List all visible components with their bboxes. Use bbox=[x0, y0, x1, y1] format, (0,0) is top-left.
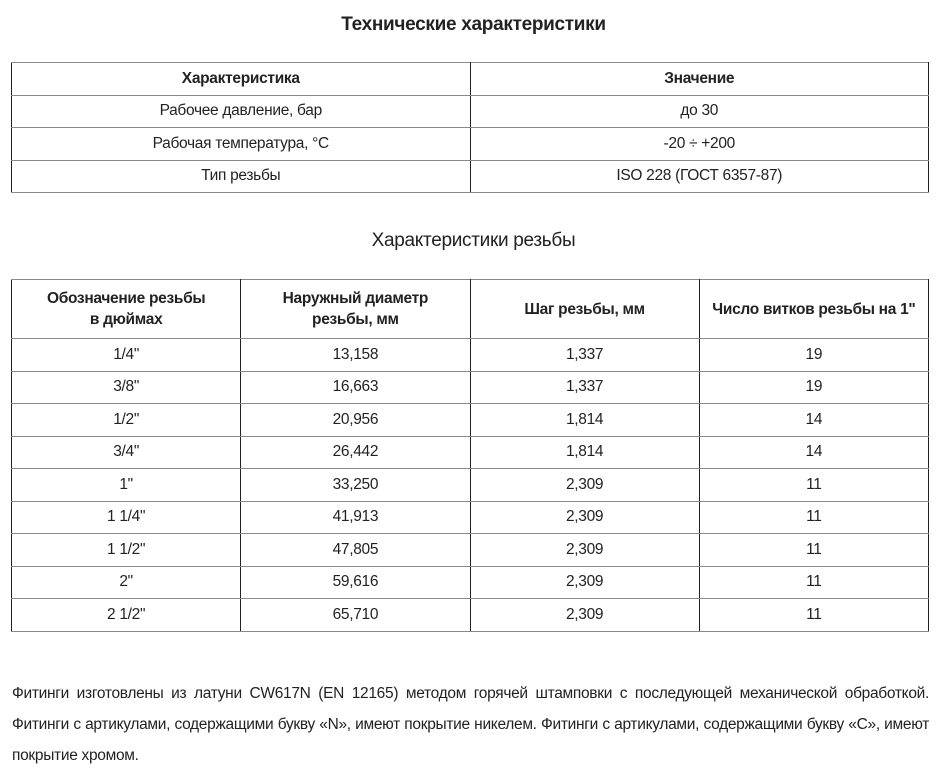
header-line: Наружный диаметр bbox=[282, 290, 429, 307]
cell-outer-diameter: 33,250 bbox=[241, 469, 470, 502]
table-row bbox=[12, 371, 929, 404]
cell-thread-pitch: 2,309 bbox=[470, 566, 699, 599]
column-header-thread-pitch bbox=[470, 280, 699, 339]
cell-characteristic: Рабочая температура, °C bbox=[12, 128, 471, 161]
header-line: Шаг резьбы, мм bbox=[524, 300, 645, 318]
cell-thread-designation: 1/4" bbox=[12, 339, 241, 372]
cell-thread-designation: 1/2" bbox=[12, 404, 241, 437]
header-line: Обозначение резьбы bbox=[46, 290, 206, 307]
column-header-outer-diameter bbox=[241, 280, 470, 339]
cell-thread-pitch: 2,309 bbox=[470, 501, 699, 534]
table-row bbox=[12, 501, 929, 534]
cell-threads-per-inch: 19 bbox=[699, 371, 928, 404]
cell-outer-diameter: 16,663 bbox=[241, 371, 470, 404]
cell-thread-pitch: 2,309 bbox=[470, 469, 699, 502]
page-title: Технические характеристики bbox=[341, 14, 606, 35]
cell-thread-designation: 2" bbox=[12, 566, 241, 599]
column-header-characteristic: Характеристика bbox=[12, 63, 471, 96]
column-header-thread-designation bbox=[12, 280, 241, 339]
cell-outer-diameter: 20,956 bbox=[241, 404, 470, 437]
cell-threads-per-inch: 11 bbox=[699, 501, 928, 534]
cell-value: ISO 228 (ГОСТ 6357-87) bbox=[470, 160, 929, 193]
cell-threads-per-inch: 11 bbox=[699, 599, 928, 632]
table-header-row bbox=[12, 63, 929, 96]
header-line: Число витков резьбы на 1" bbox=[712, 300, 916, 318]
cell-outer-diameter: 26,442 bbox=[241, 436, 470, 469]
cell-thread-designation: 2 1/2" bbox=[12, 599, 241, 632]
cell-thread-pitch: 1,337 bbox=[470, 371, 699, 404]
table-row bbox=[12, 404, 929, 437]
cell-thread-designation: 3/4" bbox=[12, 436, 241, 469]
table-row bbox=[12, 599, 929, 632]
cell-thread-designation: 1" bbox=[12, 469, 241, 502]
cell-outer-diameter: 47,805 bbox=[241, 534, 470, 567]
cell-thread-pitch: 2,309 bbox=[470, 534, 699, 567]
table-row bbox=[12, 128, 929, 161]
cell-outer-diameter: 13,158 bbox=[241, 339, 470, 372]
cell-outer-diameter: 65,710 bbox=[241, 599, 470, 632]
table-row bbox=[12, 469, 929, 502]
column-header-threads-per-inch bbox=[699, 280, 928, 339]
cell-thread-pitch: 2,309 bbox=[470, 599, 699, 632]
section-title: Характеристики резьбы bbox=[371, 230, 576, 251]
cell-threads-per-inch: 11 bbox=[699, 534, 928, 567]
cell-thread-pitch: 1,337 bbox=[470, 339, 699, 372]
table-header-row bbox=[12, 280, 929, 339]
description-paragraph: Фитинги изготовлены из латуни CW617N (EN 12165) методом горячей штамповки с последующей механической обработкой. Фитинги с артикулами, содержащими букву «N», имеют покрытие никелем. Фитинги с артикулами, содержащими букву «C», имеют покрытие хромом. bbox=[12, 684, 929, 764]
cell-characteristic: Рабочее давление, бар bbox=[12, 95, 471, 128]
cell-thread-pitch: 1,814 bbox=[470, 404, 699, 437]
cell-thread-pitch: 1,814 bbox=[470, 436, 699, 469]
cell-thread-designation: 1 1/2" bbox=[12, 534, 241, 567]
cell-thread-designation: 3/8" bbox=[12, 371, 241, 404]
cell-threads-per-inch: 14 bbox=[699, 436, 928, 469]
cell-characteristic: Тип резьбы bbox=[12, 160, 471, 193]
cell-threads-per-inch: 11 bbox=[699, 469, 928, 502]
column-header-value: Значение bbox=[470, 63, 929, 96]
thread-characteristics-table bbox=[11, 279, 929, 632]
cell-outer-diameter: 59,616 bbox=[241, 566, 470, 599]
cell-thread-designation: 1 1/4" bbox=[12, 501, 241, 534]
table-row bbox=[12, 534, 929, 567]
table-row bbox=[12, 339, 929, 372]
cell-threads-per-inch: 14 bbox=[699, 404, 928, 437]
cell-value: до 30 bbox=[470, 95, 929, 128]
table-row bbox=[12, 95, 929, 128]
cell-threads-per-inch: 19 bbox=[699, 339, 928, 372]
table-row bbox=[12, 160, 929, 193]
cell-value: -20 ÷ +200 bbox=[470, 128, 929, 161]
header-line: в дюймах bbox=[89, 311, 163, 328]
cell-threads-per-inch: 11 bbox=[699, 566, 928, 599]
specifications-table bbox=[11, 62, 929, 193]
table-row bbox=[12, 566, 929, 599]
cell-outer-diameter: 41,913 bbox=[241, 501, 470, 534]
header-line: резьбы, мм bbox=[312, 311, 399, 328]
table-row bbox=[12, 436, 929, 469]
